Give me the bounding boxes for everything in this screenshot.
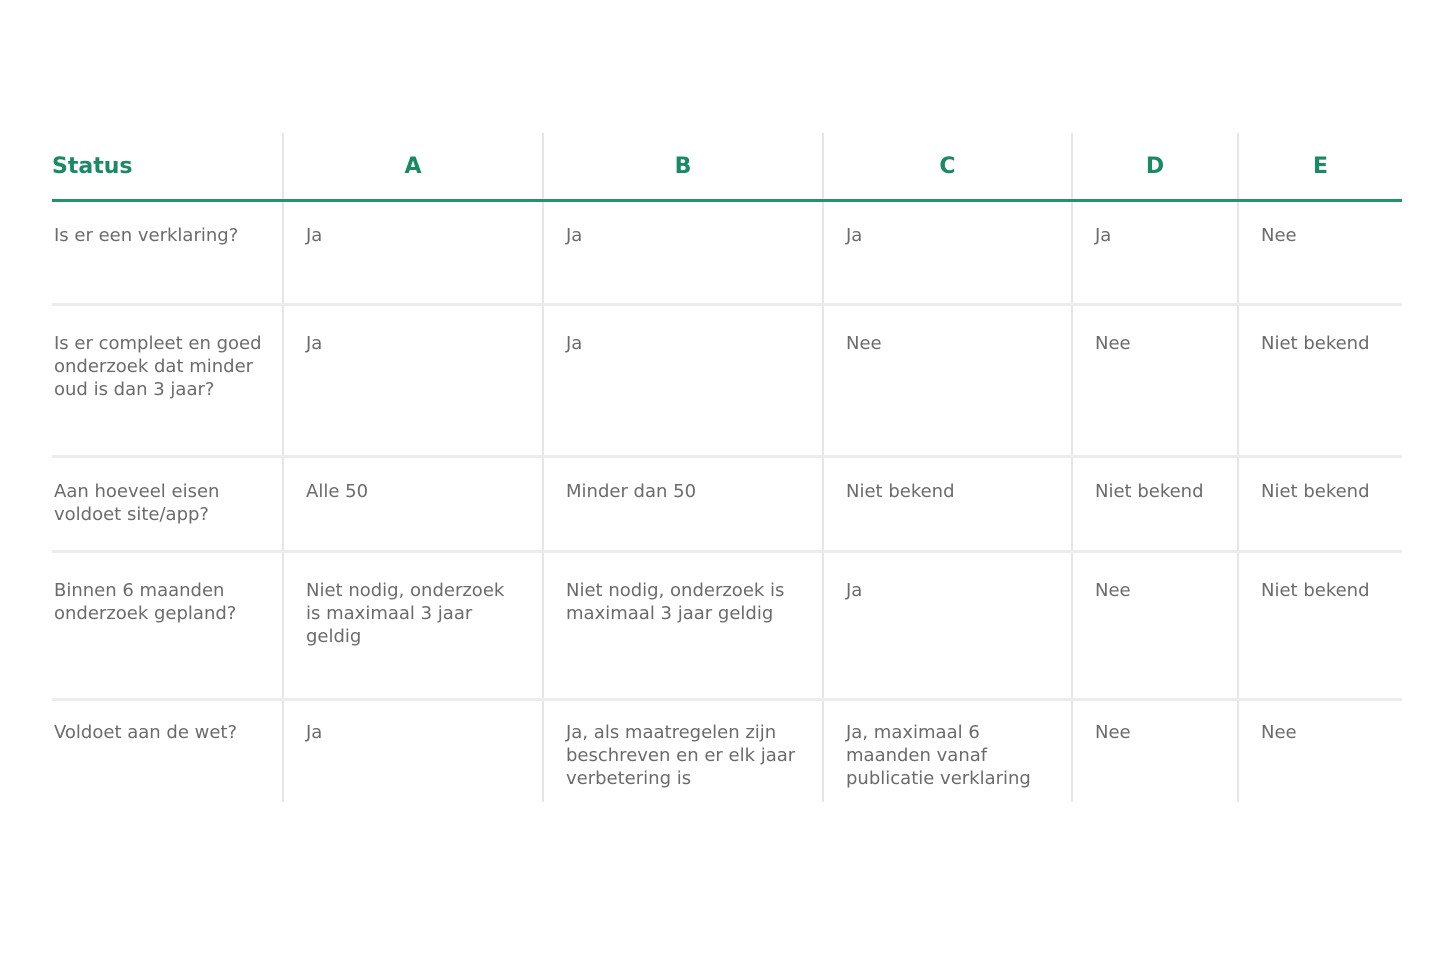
table-cell: Ja <box>543 201 823 305</box>
header-d: D <box>1072 133 1238 201</box>
table-cell: Ja <box>283 305 543 457</box>
table-cell: Niet bekend <box>823 457 1072 552</box>
table-cell: Niet bekend <box>1238 552 1402 700</box>
table-cell: Ja <box>1072 201 1238 305</box>
table-cell: Niet nodig, onderzoek is maximaal 3 jaar geldig <box>283 552 543 700</box>
header-b: B <box>543 133 823 201</box>
table-cell: Ja <box>543 305 823 457</box>
table-cell: Niet nodig, onderzoek is maximaal 3 jaar geldig <box>543 552 823 700</box>
row-label: Aan hoeveel eisen voldoet site/app? <box>52 457 283 552</box>
table-cell: Ja <box>283 700 543 803</box>
table-header-row <box>52 133 1402 201</box>
table-cell: Nee <box>1072 700 1238 803</box>
table-row <box>52 305 1402 457</box>
table-row <box>52 700 1402 803</box>
table-cell: Nee <box>1072 305 1238 457</box>
row-label: Is er een verklaring? <box>52 201 283 305</box>
table-row <box>52 201 1402 305</box>
table-row <box>52 457 1402 552</box>
row-label: Binnen 6 maanden onderzoek gepland? <box>52 552 283 700</box>
header-status: Status <box>52 133 283 201</box>
table-cell: Niet bekend <box>1238 305 1402 457</box>
table-cell: Minder dan 50 <box>543 457 823 552</box>
table-cell: Nee <box>1072 552 1238 700</box>
table-cell: Ja, als maatregelen zijn beschreven en er elk jaar verbetering is <box>543 700 823 803</box>
table-cell: Nee <box>1238 700 1402 803</box>
table-cell: Ja <box>283 201 543 305</box>
table-cell: Ja <box>823 552 1072 700</box>
table-cell: Nee <box>823 305 1072 457</box>
table-cell: Ja, maximaal 6 maanden vanaf publicatie verklaring <box>823 700 1072 803</box>
status-table <box>52 133 1402 802</box>
table-row <box>52 552 1402 700</box>
row-label: Is er compleet en goed onderzoek dat minder oud is dan 3 jaar? <box>52 305 283 457</box>
header-c: C <box>823 133 1072 201</box>
row-label: Voldoet aan de wet? <box>54 722 238 743</box>
status-table-container <box>52 133 1402 795</box>
table-cell: Ja <box>823 201 1072 305</box>
header-e: E <box>1238 133 1402 201</box>
table-cell: Alle 50 <box>283 457 543 552</box>
table-cell: Niet bekend <box>1238 457 1402 552</box>
header-a: A <box>283 133 543 201</box>
table-cell: Niet bekend <box>1072 457 1238 552</box>
table-cell: Nee <box>1238 201 1402 305</box>
